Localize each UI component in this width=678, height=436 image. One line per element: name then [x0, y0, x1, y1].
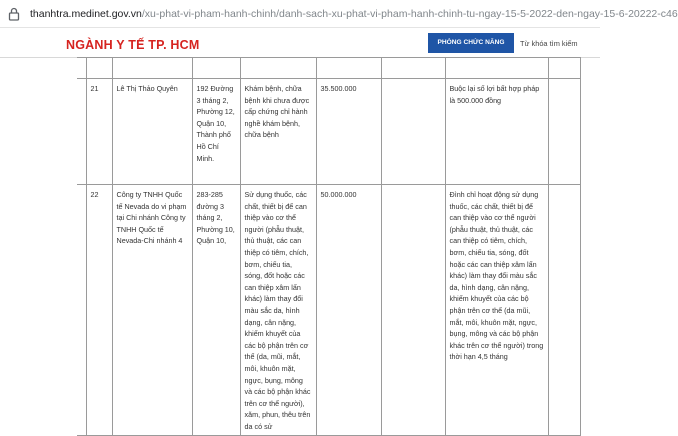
table-row [77, 185, 580, 436]
cell-fine: 50.000.000 [316, 185, 381, 436]
cell-stt: 22 [86, 185, 112, 436]
cell-violation: Sử dụng thuốc, các chất, thiết bị để can thiệp vào cơ thể người (phẫu thuật, thủ thuật, các can thiệp có tiêm, chích, bơm, chiếu tia, sóng, đốt hoặc các can thiệp xâm lấn khác) làm thay đổi màu sắc da, hình dạng, cân nặng, khiếm khuyết của các bộ phận trên cơ thể (da, mũi, mắt, môi, khuôn mặt, ngực, bụng, mông và các bộ phận khác trên cơ thể người), xăm, phun, thêu trên da có sử [240, 185, 316, 436]
browser-address-bar[interactable] [0, 0, 678, 28]
url-host: thanhtra.medinet.gov.vn [30, 8, 142, 20]
table-row-previous-end [77, 58, 580, 79]
url-path: /xu-phat-vi-pham-hanh-chinh/danh-sach-xu-phat-vi-pham-hanh-chinh-tu-ngay-15-5-2022-den-ngay-15-6-20222-c46 [141, 8, 678, 20]
cell-stt: 21 [86, 79, 112, 185]
url-text[interactable] [30, 8, 678, 21]
cell-extra-penalty [381, 185, 445, 436]
site-header [0, 28, 600, 58]
cell-extra [548, 185, 580, 436]
violations-table-container[interactable] [0, 58, 600, 431]
site-info-icon[interactable] [6, 6, 22, 22]
violations-table [77, 57, 581, 436]
cell-extra-penalty [381, 79, 445, 185]
cell-extra [548, 79, 580, 185]
cell-remedy: Buộc lại số lợi bất hợp pháp là 500.000 đồng [445, 79, 548, 185]
cell-address: 283-285 đường 3 tháng 2, Phường 10, Quận 10, [192, 185, 240, 436]
dept-menu-button[interactable]: PHÒNG CHỨC NĂNG [428, 33, 514, 53]
cell-remedy: Đình chỉ hoạt động sử dụng thuốc, các chất, thiết bị để can thiệp vào cơ thể người (phẫu thuật, thủ thuật, các can thiệp có tiêm, chích, bơm, chiếu tia, sóng, đốt hoặc các can thiệp xâm lấn khác) làm thay đổi màu sắc da, hình dạng, cân nặng, khiếm khuyết của các bộ phận trên cơ thể (da mũi, mắt, môi, khuôn mặt, ngực, bụng, mông và các bộ phận khác trên cơ thể người) trong thời hạn 4,5 tháng [445, 185, 548, 436]
cell-address: 192 Đường 3 tháng 2, Phường 12, Quận 10, Thành phố Hồ Chí Minh. [192, 79, 240, 185]
cell-name: Lê Thị Thảo Quyên [112, 79, 192, 185]
cell-name: Công ty TNHH Quốc tế Nevada do vi phạm tại Chi nhánh Công ty TNHH Quốc tế Nevada-Chi nhánh 4 [112, 185, 192, 436]
site-title[interactable]: NGÀNH Y TẾ TP. HCM [66, 38, 200, 52]
table-row [77, 79, 580, 185]
cell-fine: 35.500.000 [316, 79, 381, 185]
cell-violation: Khám bệnh, chữa bệnh khi chưa được cấp chứng chỉ hành nghề khám bệnh, chữa bệnh [240, 79, 316, 185]
keyword-search-input[interactable] [516, 33, 600, 53]
